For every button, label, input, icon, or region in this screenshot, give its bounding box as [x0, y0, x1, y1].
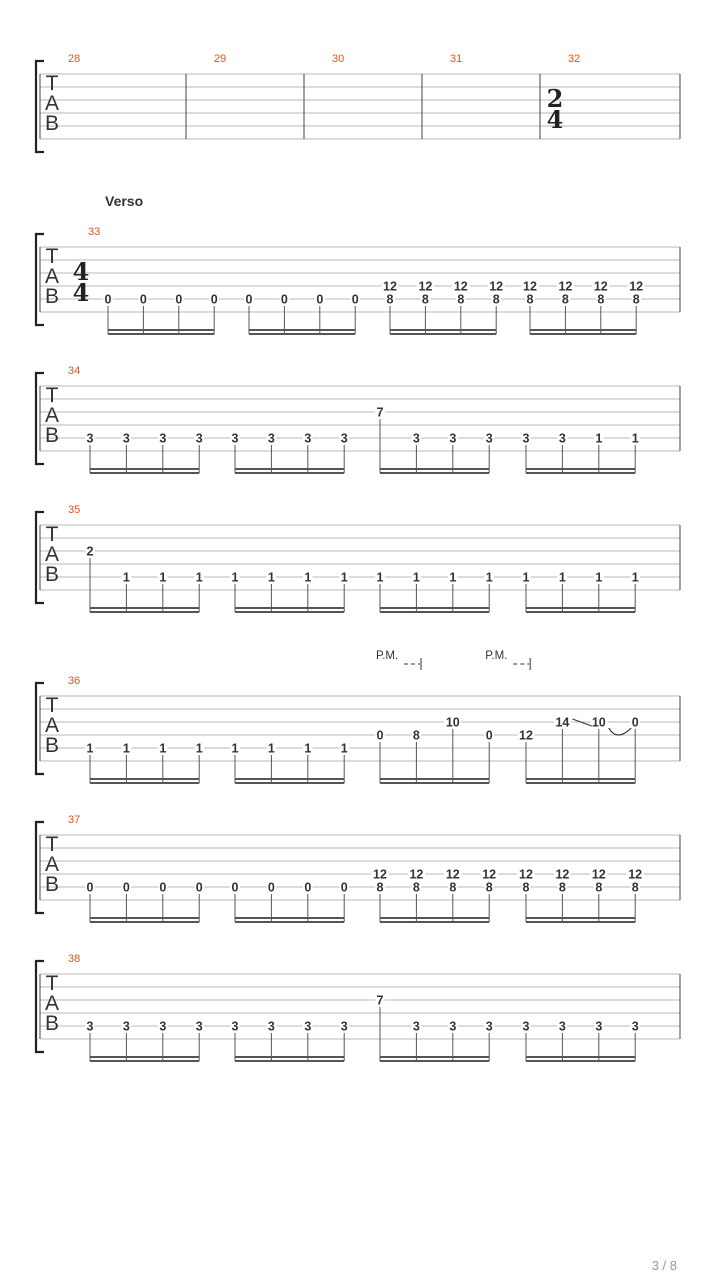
- fret-number: 0: [376, 728, 384, 743]
- fret-number: 1: [195, 570, 203, 585]
- fret-number: 3: [558, 431, 566, 446]
- fret-number: 8: [632, 292, 640, 307]
- fret-number: 3: [159, 1019, 167, 1034]
- fret-number: 12: [418, 279, 433, 294]
- fret-number: 1: [376, 570, 384, 585]
- fret-number: 12: [628, 867, 643, 882]
- fret-number: 1: [304, 741, 312, 756]
- fret-number: 0: [139, 292, 147, 307]
- fret-number: 12: [373, 867, 387, 882]
- fret-number: 8: [492, 292, 500, 307]
- fret-number: 3: [595, 1019, 603, 1034]
- tab-clef-letter: A: [44, 543, 60, 566]
- tab-clef-letter: T: [45, 694, 59, 717]
- fret-number: 3: [522, 1019, 530, 1034]
- fret-number: 1: [595, 431, 603, 446]
- tab-clef-letter: B: [44, 285, 60, 308]
- fret-number: 3: [449, 1019, 457, 1034]
- fret-number: 3: [195, 431, 203, 446]
- fret-number: 12: [523, 279, 537, 294]
- section-label: Verso: [105, 193, 144, 209]
- tab-clef-letter: A: [44, 265, 60, 288]
- fret-number: 12: [555, 867, 570, 882]
- fret-number: 3: [340, 1019, 348, 1034]
- fret-number: 12: [445, 867, 460, 882]
- tab-clef-letter: A: [44, 404, 60, 427]
- fret-number: 8: [526, 292, 534, 307]
- tab-clef-letter: T: [45, 384, 59, 407]
- fret-number: 0: [195, 880, 203, 895]
- time-signature-top: 4: [72, 257, 90, 286]
- fret-number: 8: [449, 880, 457, 895]
- fret-number: 0: [485, 728, 493, 743]
- fret-number: 3: [231, 431, 239, 446]
- fret-number: 0: [104, 292, 112, 307]
- fret-number: 0: [210, 292, 218, 307]
- fret-number: 3: [122, 431, 130, 446]
- fret-number: 8: [457, 292, 465, 307]
- tab-clef-letter: T: [45, 245, 59, 268]
- fret-number: 7: [376, 405, 384, 420]
- tab-clef-letter: T: [45, 972, 59, 995]
- measure-number: 36: [68, 675, 81, 687]
- tab-clef-letter: B: [44, 734, 60, 757]
- fret-number: 0: [316, 292, 324, 307]
- measure-number: 32: [568, 53, 581, 65]
- tie-arc: [609, 728, 631, 735]
- fret-number: 8: [558, 880, 566, 895]
- fret-number: 8: [522, 880, 530, 895]
- fret-number: 1: [159, 570, 167, 585]
- fret-number: 12: [593, 279, 608, 294]
- fret-number: 3: [231, 1019, 239, 1034]
- tab-clef-letter: B: [44, 873, 60, 896]
- fret-number: 1: [304, 570, 312, 585]
- tab-clef-letter: B: [44, 563, 60, 586]
- fret-number: 3: [449, 431, 457, 446]
- tab-clef-letter: A: [44, 92, 60, 115]
- fret-number: 3: [86, 1019, 94, 1034]
- measure-number: 29: [214, 53, 227, 65]
- tab-clef-letter: A: [44, 714, 60, 737]
- fret-number: 3: [412, 1019, 420, 1034]
- fret-number: 12: [383, 279, 397, 294]
- fret-number: 3: [485, 1019, 493, 1034]
- fret-number: 8: [412, 728, 420, 743]
- fret-number: 1: [449, 570, 457, 585]
- time-signature-top: 2: [546, 84, 564, 113]
- fret-number: 0: [351, 292, 359, 307]
- fret-number: 3: [86, 431, 94, 446]
- fret-number: 3: [122, 1019, 130, 1034]
- fret-number: 1: [86, 741, 94, 756]
- fret-number: 0: [304, 880, 312, 895]
- measure-number: 38: [68, 953, 81, 965]
- tab-clef-letter: B: [44, 424, 60, 447]
- fret-number: 3: [412, 431, 420, 446]
- fret-number: 0: [340, 880, 348, 895]
- measure-number: 28: [68, 53, 81, 65]
- fret-number: 8: [597, 292, 605, 307]
- fret-number: 12: [519, 728, 533, 743]
- measure-number: 34: [68, 365, 81, 377]
- fret-number: 1: [412, 570, 420, 585]
- fret-number: 8: [412, 880, 420, 895]
- fret-number: 3: [159, 431, 167, 446]
- time-signature-bottom: 4: [546, 105, 564, 134]
- time-signature-bottom: 4: [72, 278, 90, 307]
- fret-number: 0: [631, 715, 639, 730]
- fret-number: 10: [445, 715, 460, 730]
- fret-number: 3: [558, 1019, 566, 1034]
- palm-mute-label: P.M.: [485, 650, 508, 662]
- fret-number: 1: [195, 741, 203, 756]
- fret-number: 12: [489, 279, 504, 294]
- measure-number: 35: [68, 504, 81, 516]
- fret-number: 1: [231, 570, 239, 585]
- fret-number: 1: [159, 741, 167, 756]
- fret-number: 7: [376, 993, 384, 1008]
- fret-number: 12: [519, 867, 533, 882]
- measure-number: 33: [88, 226, 101, 238]
- fret-number: 1: [122, 741, 130, 756]
- fret-number: 10: [591, 715, 606, 730]
- tab-clef-letter: A: [44, 992, 60, 1015]
- fret-number: 1: [631, 431, 639, 446]
- fret-number: 2: [86, 544, 94, 559]
- fret-number: 0: [122, 880, 130, 895]
- fret-number: 14: [555, 715, 570, 730]
- fret-number: 0: [159, 880, 167, 895]
- fret-number: 12: [558, 279, 573, 294]
- fret-number: 8: [595, 880, 603, 895]
- fret-number: 8: [631, 880, 639, 895]
- fret-number: 12: [591, 867, 606, 882]
- fret-number: 0: [280, 292, 288, 307]
- page-number: 3 / 8: [651, 1258, 677, 1273]
- fret-number: 3: [267, 1019, 275, 1034]
- fret-number: 12: [482, 867, 497, 882]
- fret-number: 1: [267, 570, 275, 585]
- fret-number: 1: [122, 570, 130, 585]
- measure-number: 37: [68, 814, 81, 826]
- fret-number: 1: [595, 570, 603, 585]
- fret-number: 0: [267, 880, 275, 895]
- fret-number: 3: [267, 431, 275, 446]
- measure-number: 31: [450, 53, 463, 65]
- fret-number: 3: [304, 1019, 312, 1034]
- fret-number: 8: [421, 292, 429, 307]
- fret-number: 8: [561, 292, 569, 307]
- fret-number: 1: [267, 741, 275, 756]
- fret-number: 12: [629, 279, 644, 294]
- fret-number: 12: [453, 279, 468, 294]
- fret-number: 1: [522, 570, 530, 585]
- tab-clef-letter: B: [44, 112, 60, 135]
- fret-number: 1: [340, 741, 348, 756]
- fret-number: 1: [340, 570, 348, 585]
- fret-number: 3: [631, 1019, 639, 1034]
- fret-number: 0: [175, 292, 183, 307]
- tab-clef-letter: B: [44, 1012, 60, 1035]
- fret-number: 1: [558, 570, 566, 585]
- tab-clef-letter: T: [45, 833, 59, 856]
- tab-clef-letter: A: [44, 853, 60, 876]
- fret-number: 1: [485, 570, 493, 585]
- fret-number: 0: [231, 880, 239, 895]
- fret-number: 3: [195, 1019, 203, 1034]
- fret-number: 12: [409, 867, 424, 882]
- measure-number: 30: [332, 53, 345, 65]
- fret-number: 0: [86, 880, 94, 895]
- fret-number: 3: [485, 431, 493, 446]
- fret-number: 1: [631, 570, 639, 585]
- palm-mute-label: P.M.: [376, 650, 399, 662]
- fret-number: 8: [376, 880, 384, 895]
- fret-number: 1: [231, 741, 239, 756]
- fret-number: 3: [340, 431, 348, 446]
- tab-clef-letter: T: [45, 523, 59, 546]
- fret-number: 3: [522, 431, 530, 446]
- fret-number: 8: [485, 880, 493, 895]
- tab-clef-letter: T: [45, 72, 59, 95]
- fret-number: 8: [386, 292, 394, 307]
- fret-number: 3: [304, 431, 312, 446]
- fret-number: 0: [245, 292, 253, 307]
